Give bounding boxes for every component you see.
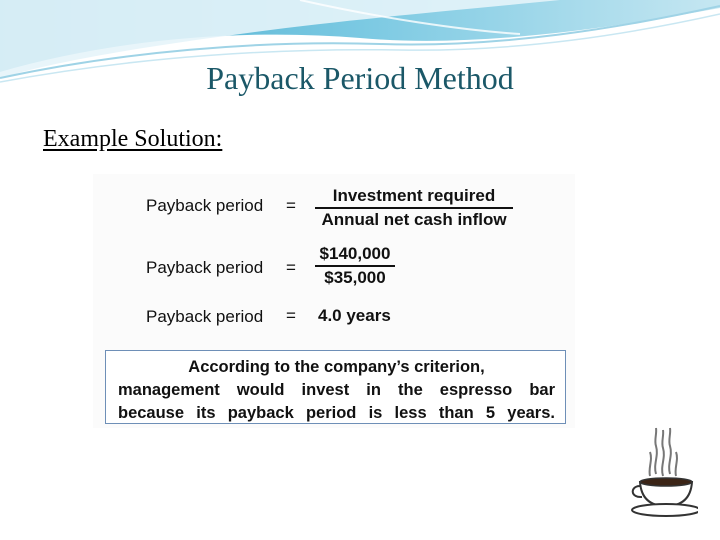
formula-label-3: Payback period [146, 307, 264, 326]
conclusion-line-2: management would invest in the espresso bar [118, 381, 555, 399]
equals-sign-1: = [286, 196, 296, 215]
conclusion-line-3: because its payback period is less than 5 years. [118, 404, 555, 422]
value-numerator: $140,000 [315, 244, 395, 267]
section-subtitle: Example Solution: [43, 126, 223, 152]
formula-numerator: Investment required [315, 186, 513, 209]
formula-label-2: Payback period [146, 258, 264, 277]
equals-sign-2: = [286, 258, 296, 277]
coffee-cup-icon [626, 426, 698, 520]
page-title: Payback Period Method [206, 60, 514, 96]
value-denominator: $35,000 [324, 268, 386, 287]
conclusion-box [105, 350, 566, 424]
payback-result: 4.0 years [318, 306, 391, 325]
formula-denominator: Annual net cash inflow [321, 210, 507, 229]
conclusion-line-1: According to the company’s criterion, [188, 358, 485, 376]
equals-sign-3: = [286, 306, 296, 325]
formula-label-1: Payback period [146, 196, 264, 215]
formula-fraction-values [315, 244, 395, 288]
formula-fraction-text [315, 186, 513, 230]
